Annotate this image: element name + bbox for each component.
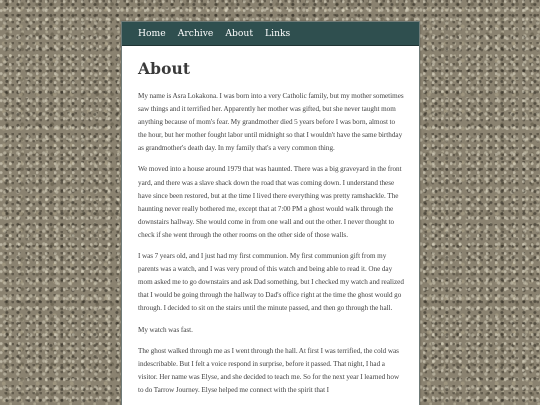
nav-link-about[interactable]: About — [225, 28, 254, 39]
top-navigation — [122, 22, 419, 46]
page-container — [121, 21, 420, 405]
paragraph: The ghost walked through me as I went through the hall. At first I was terrified, the cold was indescribable. But I felt a voice respond in surprise, before it passed. That night, I had a visitor. Her name was Elyse, and she decided to teach me. So for the next year I learned how to do Tarrow Journey. Elyse helped me connect with the spirit that I — [138, 346, 400, 394]
paragraph: We moved into a house around 1979 that was haunted. There was a big graveyard in the front yard, and there was a slave shack down the road that was coming down. I understand these have since been restored, but at the time I lived there everything was pretty ramshackle. The haunting never really bothered me, except that at 7:00 PM a ghost would walk through the downstairs hallway. She would come in from one wall and out the other. I never thought to check if she went through the other rooms on the other side of those walls. — [138, 165, 402, 239]
main-content — [122, 46, 419, 397]
page-title: About — [138, 59, 191, 78]
paragraph: I was 7 years old, and I just had my first communion. My first communion gift from my parents was a watch, and I was very proud of this watch and being able to read it. One day mom asked me to go downstairs and ask Dad something, but I checked my watch and realized that I would be going through the hallway to Dad's office right at the time the ghost would go through. I decided to sit on the stairs until the minute passed, and then go through the hall. — [138, 252, 404, 313]
paragraph: My watch was fast. — [138, 325, 193, 334]
nav-link-archive[interactable]: Archive — [177, 28, 214, 39]
nav-link-links[interactable]: Links — [265, 28, 291, 39]
nav-link-home[interactable]: Home — [138, 28, 166, 39]
paragraph: My name is Asra Lokakona. I was born into a very Catholic family, but my mother sometimes saw things and it terrified her. Apparently her mother was gifted, but she never taught mom anything because of mom's fear. My grandmother died 5 years before I was born, almost to the hour, but her mother fought labor until midnight so that I wouldn't have the same birthday as grandmother's death day. In my family that's a very common thing. — [138, 92, 404, 153]
